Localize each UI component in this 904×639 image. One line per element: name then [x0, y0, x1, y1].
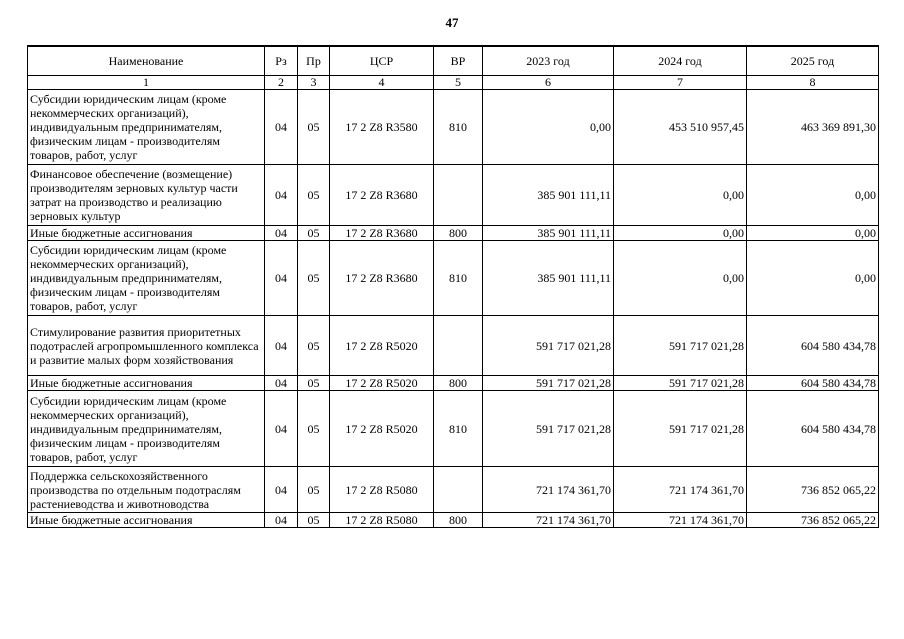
column-number: 4	[330, 76, 434, 90]
header-2023: 2023 год	[483, 46, 614, 76]
table-row	[28, 376, 879, 391]
row-vr: 810	[434, 391, 483, 467]
row-name: Иные бюджетные ассигнования	[28, 513, 265, 528]
column-number: 3	[298, 76, 330, 90]
row-amount-2024: 721 174 361,70	[614, 467, 747, 513]
row-amount-2025: 736 852 065,22	[747, 513, 879, 528]
row-rz: 04	[265, 241, 298, 316]
row-pr: 05	[298, 241, 330, 316]
row-amount-2023: 385 901 111,11	[483, 165, 614, 226]
table-row	[28, 90, 879, 165]
row-pr: 05	[298, 165, 330, 226]
row-rz: 04	[265, 316, 298, 376]
header-name: Наименование	[28, 46, 265, 76]
row-amount-2023: 0,00	[483, 90, 614, 165]
row-amount-2025: 736 852 065,22	[747, 467, 879, 513]
row-amount-2023: 591 717 021,28	[483, 391, 614, 467]
header-rz: Рз	[265, 46, 298, 76]
row-name: Иные бюджетные ассигнования	[28, 226, 265, 241]
header-row	[28, 46, 879, 76]
table-row	[28, 241, 879, 316]
table-row	[28, 513, 879, 528]
row-rz: 04	[265, 165, 298, 226]
table-row	[28, 316, 879, 376]
row-amount-2023: 591 717 021,28	[483, 376, 614, 391]
row-csr: 17 2 Z8 R3680	[330, 165, 434, 226]
row-amount-2023: 721 174 361,70	[483, 513, 614, 528]
row-amount-2025: 0,00	[747, 241, 879, 316]
row-amount-2024: 591 717 021,28	[614, 391, 747, 467]
header-2025: 2025 год	[747, 46, 879, 76]
row-pr: 05	[298, 513, 330, 528]
row-csr: 17 2 Z8 R3680	[330, 241, 434, 316]
row-vr	[434, 165, 483, 226]
row-csr: 17 2 Z8 R3680	[330, 226, 434, 241]
row-vr	[434, 467, 483, 513]
row-vr: 800	[434, 513, 483, 528]
row-vr: 810	[434, 90, 483, 165]
row-name: Поддержка сельскохозяйственного производства по отдельным подотраслям растениеводства и животноводства	[28, 467, 265, 513]
header-pr: Пр	[298, 46, 330, 76]
header-vr: ВР	[434, 46, 483, 76]
row-pr: 05	[298, 226, 330, 241]
row-pr: 05	[298, 90, 330, 165]
column-number-row	[28, 76, 879, 90]
table-row	[28, 467, 879, 513]
row-rz: 04	[265, 391, 298, 467]
row-name: Иные бюджетные ассигнования	[28, 376, 265, 391]
row-csr: 17 2 Z8 R5080	[330, 513, 434, 528]
row-rz: 04	[265, 226, 298, 241]
table-row	[28, 391, 879, 467]
row-amount-2025: 604 580 434,78	[747, 376, 879, 391]
row-csr: 17 2 Z8 R5020	[330, 391, 434, 467]
row-vr: 800	[434, 226, 483, 241]
page-number: 47	[445, 15, 459, 30]
row-amount-2024: 591 717 021,28	[614, 376, 747, 391]
row-amount-2023: 385 901 111,11	[483, 241, 614, 316]
row-pr: 05	[298, 391, 330, 467]
row-csr: 17 2 Z8 R5020	[330, 376, 434, 391]
row-amount-2024: 0,00	[614, 241, 747, 316]
row-amount-2025: 604 580 434,78	[747, 316, 879, 376]
row-amount-2023: 385 901 111,11	[483, 226, 614, 241]
row-name: Субсидии юридическим лицам (кроме некоммерческих организаций), индивидуальным предпринимателям, физическим лицам - производителям товаров, работ, услуг	[28, 241, 265, 316]
header-csr: ЦСР	[330, 46, 434, 76]
row-pr: 05	[298, 467, 330, 513]
row-name: Финансовое обеспечение (возмещение) производителям зерновых культур части затрат на производство и реализацию зерновых культур	[28, 165, 265, 226]
row-vr: 800	[434, 376, 483, 391]
row-rz: 04	[265, 90, 298, 165]
row-amount-2023: 721 174 361,70	[483, 467, 614, 513]
row-vr	[434, 316, 483, 376]
row-amount-2024: 721 174 361,70	[614, 513, 747, 528]
header-2024: 2024 год	[614, 46, 747, 76]
column-number: 7	[614, 76, 747, 90]
row-rz: 04	[265, 513, 298, 528]
column-number: 5	[434, 76, 483, 90]
row-name: Стимулирование развития приоритетных подотраслей агропромышленного комплекса и развитие малых форм хозяйствования	[28, 316, 265, 376]
row-amount-2024: 453 510 957,45	[614, 90, 747, 165]
row-amount-2025: 463 369 891,30	[747, 90, 879, 165]
row-amount-2024: 0,00	[614, 226, 747, 241]
column-number: 6	[483, 76, 614, 90]
row-csr: 17 2 Z8 R3580	[330, 90, 434, 165]
row-amount-2025: 604 580 434,78	[747, 391, 879, 467]
row-name: Субсидии юридическим лицам (кроме некоммерческих организаций), индивидуальным предпринимателям, физическим лицам - производителям товаров, работ, услуг	[28, 391, 265, 467]
row-pr: 05	[298, 316, 330, 376]
row-pr: 05	[298, 376, 330, 391]
budget-table	[27, 45, 879, 528]
table-row	[28, 165, 879, 226]
row-amount-2023: 591 717 021,28	[483, 316, 614, 376]
row-name: Субсидии юридическим лицам (кроме некоммерческих организаций), индивидуальным предпринимателям, физическим лицам - производителям товаров, работ, услуг	[28, 90, 265, 165]
row-amount-2025: 0,00	[747, 165, 879, 226]
column-number: 1	[28, 76, 265, 90]
row-amount-2024: 0,00	[614, 165, 747, 226]
row-rz: 04	[265, 467, 298, 513]
column-number: 8	[747, 76, 879, 90]
row-csr: 17 2 Z8 R5080	[330, 467, 434, 513]
column-number: 2	[265, 76, 298, 90]
row-amount-2025: 0,00	[747, 226, 879, 241]
row-vr: 810	[434, 241, 483, 316]
row-amount-2024: 591 717 021,28	[614, 316, 747, 376]
table-row	[28, 226, 879, 241]
row-rz: 04	[265, 376, 298, 391]
row-csr: 17 2 Z8 R5020	[330, 316, 434, 376]
